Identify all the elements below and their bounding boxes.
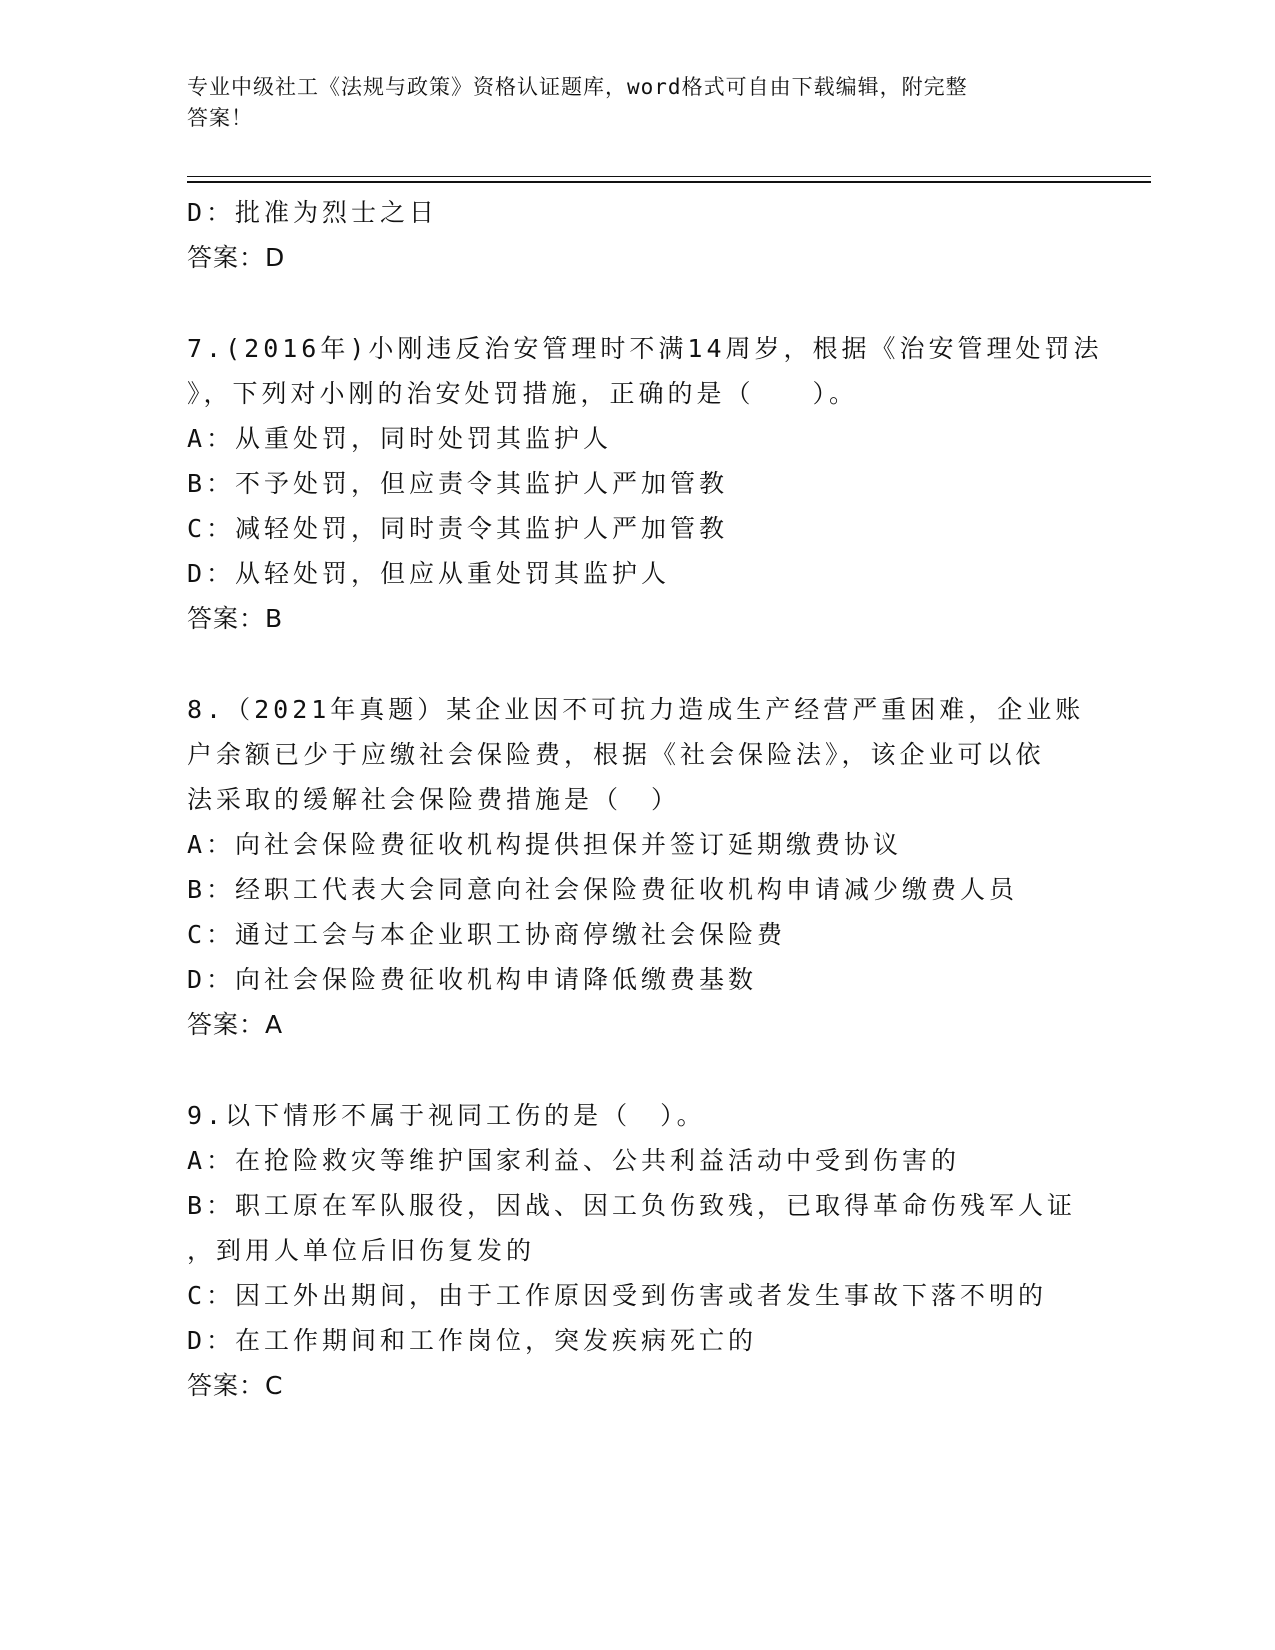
question-stem-line: 8.（2021年真题）某企业因不可抗力造成生产经营严重困难，企业账 [187,695,1085,724]
header-rule-thick [187,181,1151,183]
question-spacer [187,641,1127,687]
option-b: B：不予处罚，但应责令其监护人严加管教 [187,469,729,498]
question-stem-line: 》，下列对小刚的治安处罚措施，正确的是（ ）。 [187,379,859,408]
document-body [187,190,1127,1408]
option-a: A：向社会保险费征收机构提供担保并签订延期缴费协议 [187,830,903,859]
option-b: B：职工原在军队服役，因战、因工负伤致残，已取得革命伤残军人证 [187,1191,1077,1220]
option-d: D：从轻处罚，但应从重处罚其监护人 [187,559,671,588]
question-7 [187,326,1127,641]
option-d: D：批准为烈士之日 [187,198,439,227]
option-d: D：向社会保险费征收机构申请降低缴费基数 [187,965,758,994]
question-6-tail [187,190,1127,280]
question-stem-line: 法采取的缓解社会保险费措施是（ ） [187,785,681,814]
question-8 [187,687,1127,1047]
answer-line: 答案：B [187,604,284,633]
header-rule-thin [187,176,1151,177]
option-b-continuation: ，到用人单位后旧伤复发的 [187,1236,536,1265]
question-stem-line: 7.(2016年)小刚违反治安管理时不满14周岁，根据《治安管理处罚法 [187,334,1103,363]
document-header [187,72,1087,134]
question-stem-line: 9.以下情形不属于视同工伤的是（ ）。 [187,1101,706,1130]
question-stem-line: 户余额已少于应缴社会保险费，根据《社会保险法》，该企业可以依 [187,740,1045,769]
option-c: C：减轻处罚，同时责令其监护人严加管教 [187,514,729,543]
question-9 [187,1093,1127,1408]
option-a: A：在抢险救灾等维护国家利益、公共利益活动中受到伤害的 [187,1146,961,1175]
option-b: B：经职工代表大会同意向社会保险费征收机构申请减少缴费人员 [187,875,1019,904]
question-spacer [187,1047,1127,1093]
answer-line: 答案：D [187,243,286,272]
option-c: C：通过工会与本企业职工协商停缴社会保险费 [187,920,787,949]
header-title-line-1: 专业中级社工《法规与政策》资格认证题库，word格式可自由下载编辑，附完整 [187,75,968,99]
option-a: A：从重处罚，同时处罚其监护人 [187,424,613,453]
answer-line: 答案：A [187,1010,284,1039]
option-d: D：在工作期间和工作岗位，突发疾病死亡的 [187,1326,758,1355]
answer-line: 答案：C [187,1371,284,1400]
question-spacer [187,280,1127,326]
header-title-line-2: 答案！ [187,106,253,130]
option-c: C：因工外出期间，由于工作原因受到伤害或者发生事故下落不明的 [187,1281,1048,1310]
